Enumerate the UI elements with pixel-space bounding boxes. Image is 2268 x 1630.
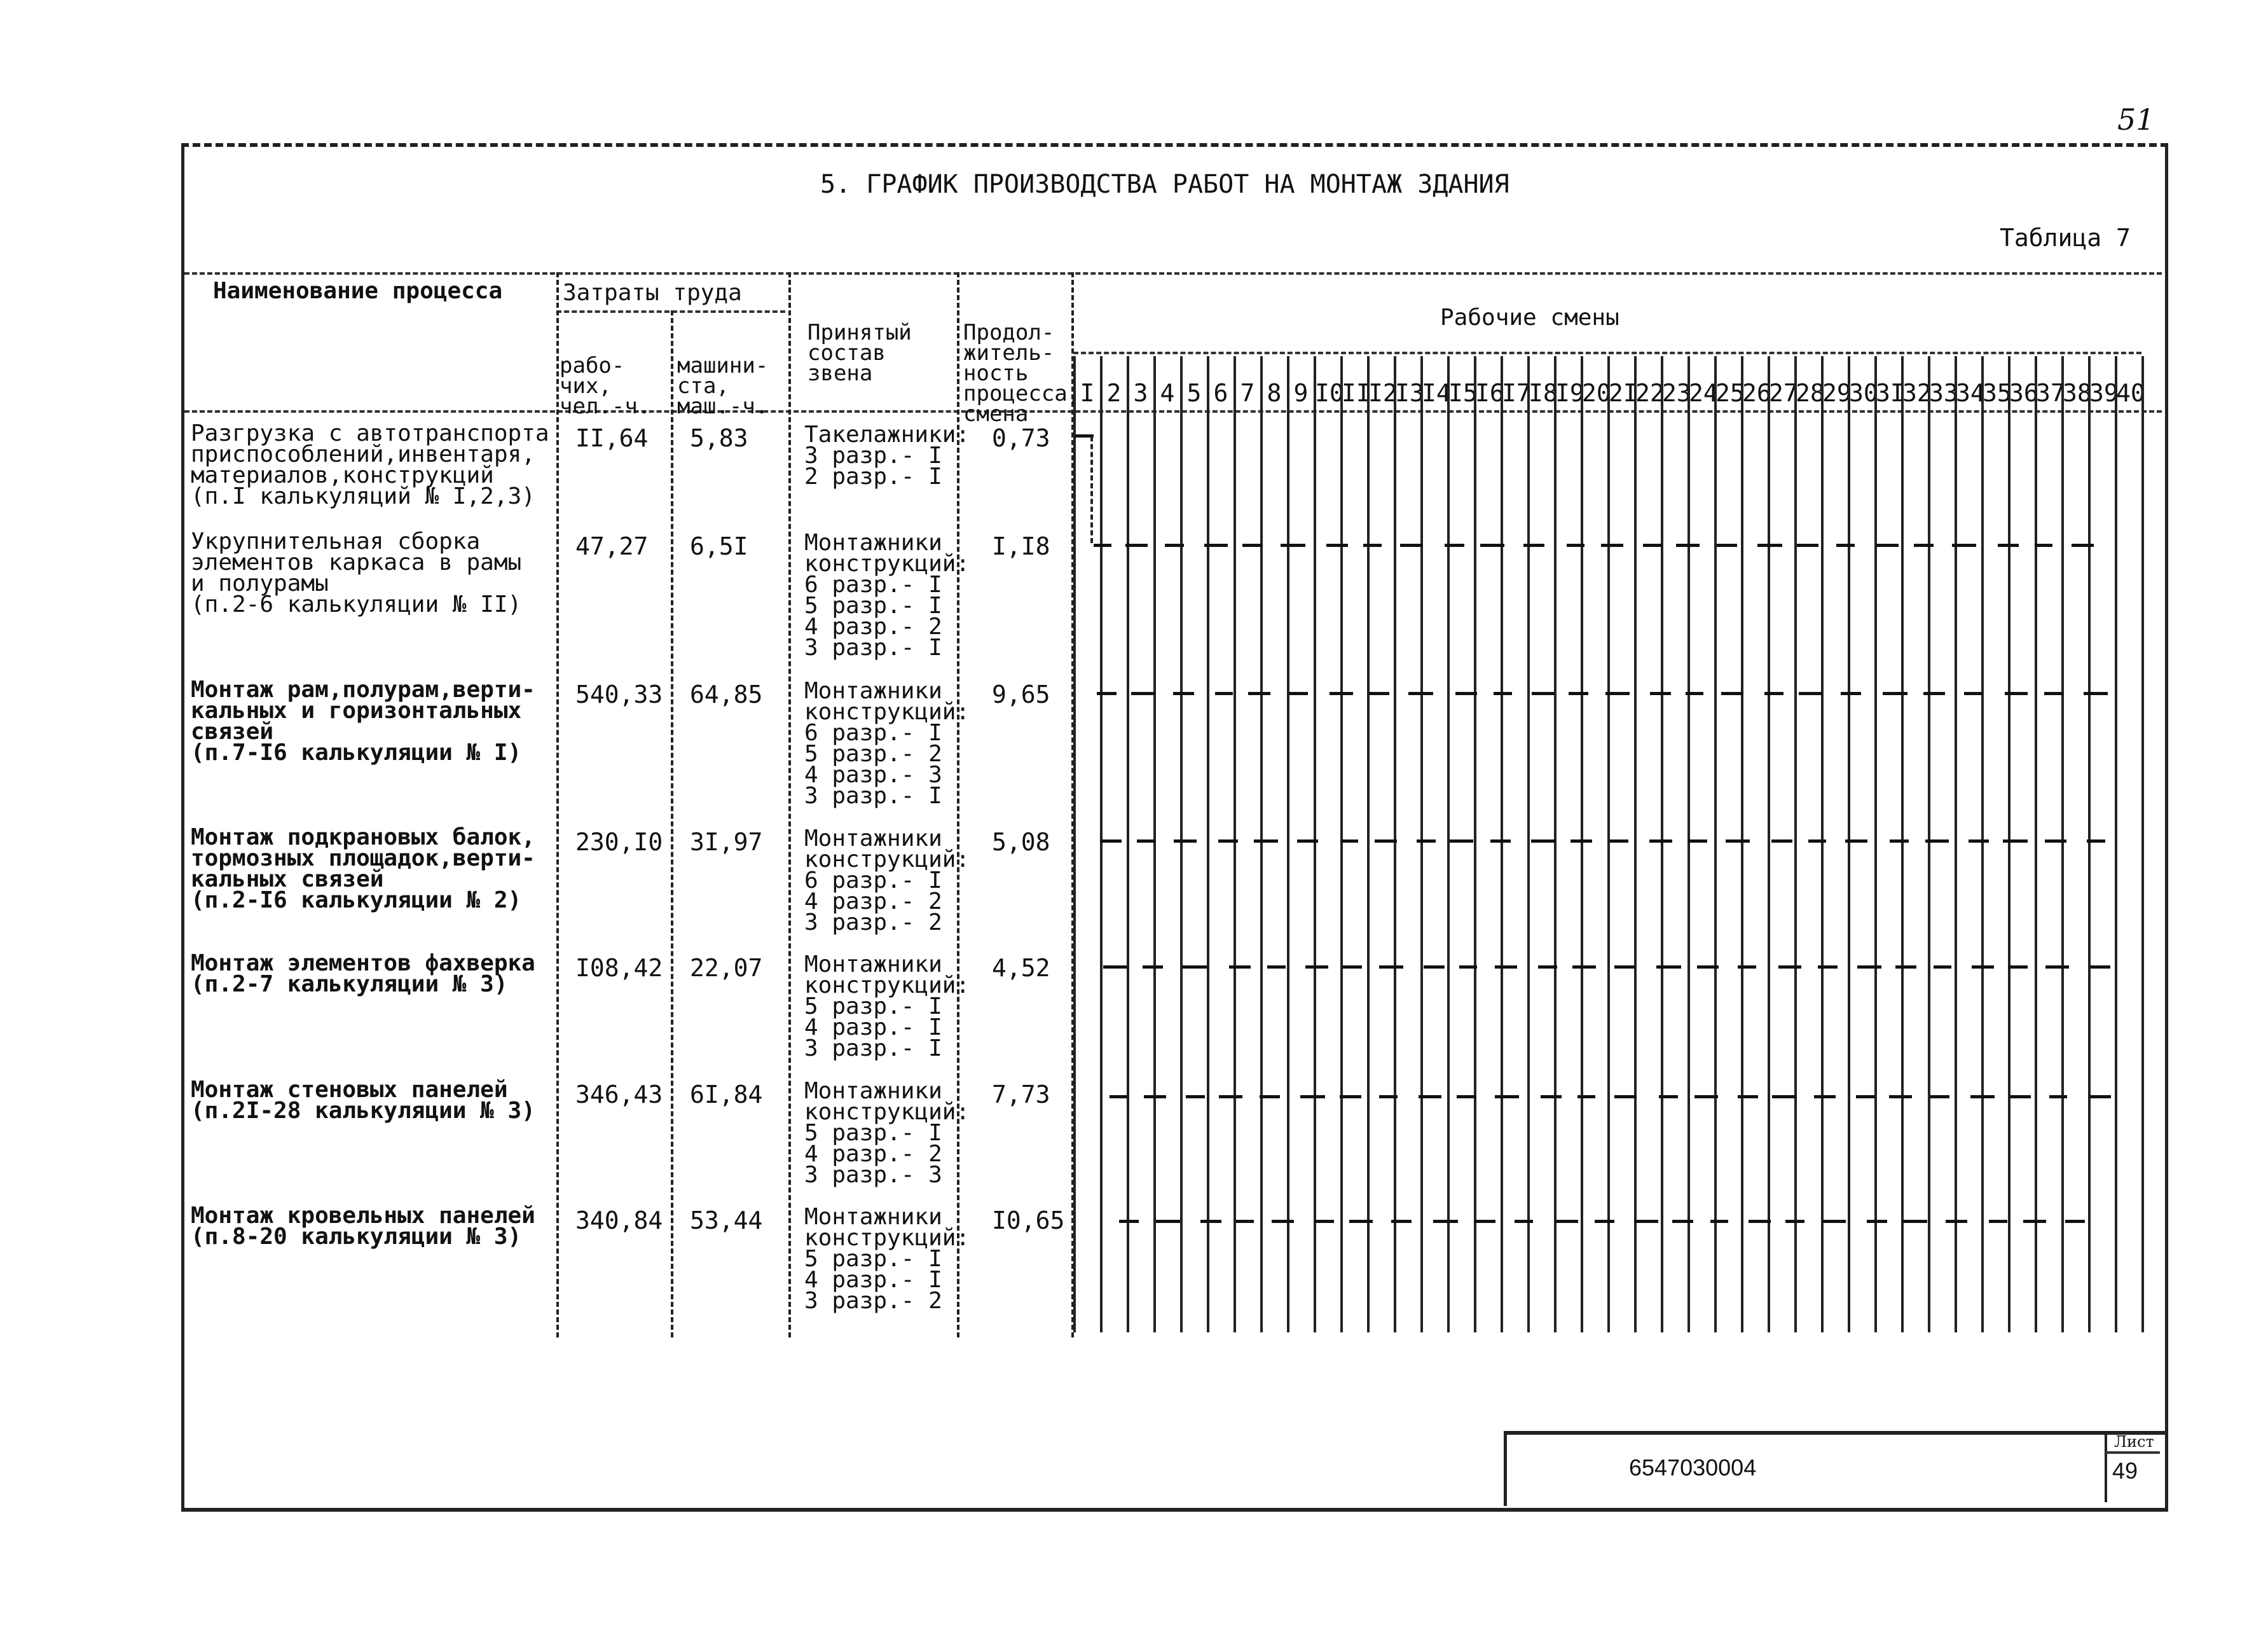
- day-number: 35: [1983, 379, 2012, 407]
- gantt-bar-segment: [1856, 1095, 1874, 1098]
- day-column: [1420, 356, 1451, 1332]
- process-name: Разгрузка с автотранспорта приспособлений,инвентаря, материалов,конструкций (п.I калькуляций № I,2,3): [191, 420, 549, 509]
- gantt-bar-segment: [1459, 965, 1477, 969]
- day-number: II: [1342, 379, 1371, 407]
- header-process-name: Наименование процесса: [213, 278, 503, 304]
- gantt-bar-segment: [1934, 965, 1951, 969]
- process-duration: 5,08: [992, 828, 1050, 856]
- day-column: [2088, 356, 2119, 1332]
- crew-composition: Монтажники конструкций: 5 разр.- I 4 разр.- 2 3 разр.- 3: [804, 1078, 970, 1188]
- day-number: 24: [1689, 379, 1718, 407]
- gantt-bar-segment: [1672, 1220, 1693, 1223]
- gantt-bar-segment: [1771, 839, 1792, 843]
- gantt-bar-segment: [1710, 1220, 1728, 1223]
- day-column: [1928, 356, 1956, 1332]
- gantt-bar-segment: [1694, 1095, 1718, 1098]
- day-column: [1207, 356, 1235, 1332]
- gantt-bar-segment: [1408, 692, 1433, 695]
- gantt-bar-segment: [1964, 692, 1983, 695]
- gantt-bar-segment: [1474, 1220, 1495, 1223]
- gantt-bar-segment: [1567, 544, 1584, 547]
- day-column: [1340, 356, 1371, 1332]
- col-sep-1: [556, 272, 559, 1337]
- gantt-bar-segment: [1450, 839, 1473, 843]
- gantt-bar-segment: [1236, 1220, 1254, 1223]
- gantt-bar-segment: [1605, 692, 1630, 695]
- day-number: 28: [1796, 379, 1825, 407]
- gantt-bar-segment: [1697, 965, 1719, 969]
- gantt-bar-segment: [1391, 1220, 1412, 1223]
- header-workers: рабо- чих, чел.-ч.: [560, 353, 651, 419]
- gantt-bar-segment: [1972, 965, 1994, 969]
- gantt-bar-segment: [1330, 692, 1353, 695]
- operators-hours: 6I,84: [690, 1081, 763, 1109]
- gantt-bar-segment: [1379, 1095, 1398, 1098]
- gantt-bar-segment: [1523, 544, 1544, 547]
- gantt-bar-segment: [1379, 965, 1403, 969]
- gantt-bar-segment: [1103, 965, 1127, 969]
- crew-composition: Монтажники конструкций: 5 разр.- I 4 разр.- I 3 разр.- I: [804, 951, 970, 1061]
- gantt-bar-segment: [1200, 1220, 1221, 1223]
- day-column: [1768, 356, 1796, 1332]
- workers-hours: 540,33: [575, 680, 663, 708]
- gantt-bar-segment: [2065, 1220, 2085, 1223]
- gantt-bar-segment: [1267, 965, 1286, 969]
- process-duration: 0,73: [992, 424, 1050, 452]
- day-number: I8: [1529, 379, 1558, 407]
- gantt-bar-segment: [2035, 544, 2052, 547]
- gantt-bar-segment: [1417, 839, 1436, 843]
- workers-hours: 346,43: [575, 1081, 663, 1109]
- gantt-bar-segment: [1969, 839, 1989, 843]
- gantt-bar-segment: [1726, 839, 1750, 843]
- gantt-bar-segment: [1445, 544, 1464, 547]
- day-column: [2035, 356, 2063, 1332]
- operators-hours: 22,07: [690, 954, 763, 982]
- gantt-bar-segment: [1822, 1220, 1846, 1223]
- gantt-bar-segment: [1125, 544, 1148, 547]
- gantt-bar-segment: [1094, 544, 1111, 547]
- gantt-bar-segment: [1541, 1095, 1562, 1098]
- gantt-bar-segment: [1315, 1220, 1334, 1223]
- day-number: 26: [1742, 379, 1771, 407]
- header-labor-cost: Затраты труда: [563, 280, 742, 306]
- day-column: [1714, 356, 1745, 1332]
- day-column: [1127, 356, 1155, 1332]
- gantt-bar-segment: [1883, 692, 1907, 695]
- process-name: Укрупнительная сборка элементов каркаса в рамы и полурамы (п.2-6 калькуляции № II): [191, 528, 522, 618]
- day-number: 22: [1635, 379, 1665, 407]
- day-column: [1314, 356, 1342, 1332]
- gantt-bar-segment: [1229, 965, 1251, 969]
- gantt-bar-segment: [1841, 692, 1861, 695]
- gantt-bar-segment: [2023, 1220, 2046, 1223]
- gantt-bar-segment: [1772, 1095, 1797, 1098]
- gantt-bar-segment: [1433, 1220, 1458, 1223]
- day-number: 8: [1267, 379, 1282, 407]
- gantt-bar-segment: [1297, 839, 1318, 843]
- gantt-bar-segment: [1572, 965, 1596, 969]
- gantt-bar-segment: [1738, 1095, 1758, 1098]
- process-name: Монтаж кровельных панелей (п.8-20 калькуляции № 3): [191, 1203, 535, 1250]
- gantt-bar-segment: [2072, 544, 2094, 547]
- day-column: [1581, 356, 1609, 1332]
- gantt-bar-segment: [1515, 1220, 1533, 1223]
- sheet-label: Лист: [2114, 1433, 2154, 1451]
- gantt-bar-segment: [1577, 1095, 1595, 1098]
- doc-number: 6547030004: [1629, 1454, 1757, 1481]
- gantt-bar-segment: [2084, 692, 2108, 695]
- stamp-sheet-separator: [2105, 1434, 2107, 1502]
- page-title: 5. ГРАФИК ПРОИЗВОДСТВА РАБОТ НА МОНТАЖ ЗДАНИЯ: [820, 170, 1509, 199]
- gantt-bar-segment: [1424, 965, 1445, 969]
- process-duration: I,I8: [992, 532, 1050, 560]
- gantt-bar-segment: [1495, 965, 1517, 969]
- gantt-bar-segment: [1595, 1220, 1614, 1223]
- gantt-bar-segment: [1369, 692, 1389, 695]
- gantt-bar-segment: [1182, 965, 1207, 969]
- day-column: [1821, 356, 1852, 1332]
- day-column: [1955, 356, 1983, 1332]
- gantt-bar-segment: [2005, 692, 2028, 695]
- gantt-bar-segment: [1342, 965, 1362, 969]
- gantt-bar-segment: [1930, 1095, 1949, 1098]
- day-number: 30: [1849, 379, 1878, 407]
- gantt-bar-segment: [1890, 839, 1909, 843]
- gantt-bar-segment: [1457, 1095, 1476, 1098]
- process-duration: 9,65: [992, 680, 1050, 708]
- gantt-bar-segment: [2010, 1095, 2031, 1098]
- gantt-bar-segment: [1797, 544, 1818, 547]
- day-number: 34: [1956, 379, 1985, 407]
- gantt-bar-segment: [1532, 692, 1555, 695]
- gantt-bar-segment: [1686, 692, 1703, 695]
- operators-hours: 6,5I: [690, 532, 748, 560]
- day-number: 37: [2036, 379, 2065, 407]
- gantt-bar-segment: [1165, 544, 1184, 547]
- day-number: I5: [1448, 379, 1478, 407]
- gantt-bar-segment: [1173, 692, 1194, 695]
- gantt-bar-segment: [1494, 692, 1512, 695]
- gantt-bar-segment: [1687, 839, 1707, 843]
- gantt-bar-segment: [1363, 544, 1382, 547]
- gantt-bar-segment: [1778, 965, 1801, 969]
- gantt-bar-segment: [1254, 839, 1278, 843]
- process-duration: 4,52: [992, 954, 1050, 982]
- day-column: [1100, 356, 1128, 1332]
- crew-composition: Монтажники конструкций: 5 разр.- I 4 разр.- I 3 разр.- 2: [804, 1204, 970, 1314]
- gantt-bar-segment: [1419, 1095, 1441, 1098]
- process-duration: I0,65: [992, 1206, 1065, 1234]
- header-duration: Продол- житель- ность процесса, смена: [963, 320, 1081, 427]
- gantt-bar-segment: [1845, 839, 1867, 843]
- gantt-bar-segment: [1614, 965, 1635, 969]
- gantt-bar-segment: [2044, 692, 2064, 695]
- workers-hours: II,64: [575, 424, 649, 452]
- gantt-bar-segment: [1531, 839, 1556, 843]
- gantt-bar-segment: [1952, 544, 1976, 547]
- gantt-bar-segment: [1326, 544, 1348, 547]
- gantt-bar-segment: [1895, 965, 1916, 969]
- day-column: [2115, 356, 2143, 1332]
- page-mark: 51: [2117, 102, 2155, 137]
- day-number: 9: [1293, 379, 1309, 407]
- day-column: [1554, 356, 1582, 1332]
- gantt-bar-segment: [2009, 965, 2028, 969]
- gantt-bar-segment: [1601, 544, 1623, 547]
- day-column: [1367, 356, 1398, 1332]
- day-column: [1260, 356, 1288, 1332]
- gantt-bar-connector: [1090, 436, 1093, 543]
- gantt-bar-segment: [1119, 1220, 1139, 1223]
- workers-hours: 47,27: [575, 532, 649, 560]
- gantt-bar-segment: [1219, 1095, 1242, 1098]
- crew-composition: Монтажники конструкций: 6 разр.- I 5 разр.- 2 4 разр.- 3 3 разр.- I: [804, 678, 970, 809]
- day-number: 36: [2009, 379, 2038, 407]
- gantt-bar-segment: [1814, 1095, 1836, 1098]
- gantt-bar-segment: [1375, 839, 1397, 843]
- gantt-bar-segment: [1272, 1220, 1294, 1223]
- gantt-bar-segment: [1137, 839, 1155, 843]
- gantt-bar-segment: [2045, 839, 2066, 843]
- gantt-bar-segment: [1305, 965, 1328, 969]
- gantt-bar-segment: [1538, 965, 1557, 969]
- gantt-bar-segment: [1242, 544, 1263, 547]
- gantt-bar-segment: [2049, 1095, 2067, 1098]
- day-column: [1901, 356, 1932, 1332]
- day-number: 4: [1160, 379, 1175, 407]
- gantt-bar-segment: [1656, 965, 1681, 969]
- process-name: Монтаж элементов фахверка (п.2-7 калькуляции № 3): [191, 950, 535, 997]
- day-number: I3: [1395, 379, 1424, 407]
- day-column: [1741, 356, 1769, 1332]
- gantt-bar-segment: [1889, 1095, 1912, 1098]
- day-number: 2: [1106, 379, 1122, 407]
- gantt-bar-segment: [1946, 1220, 1967, 1223]
- gantt-bar-segment: [1495, 1095, 1519, 1098]
- day-number: 6: [1213, 379, 1228, 407]
- gantt-bar-segment: [1650, 692, 1671, 695]
- gantt-bar-segment: [1569, 692, 1588, 695]
- day-number: 3: [1133, 379, 1148, 407]
- gantt-bar-segment: [1818, 965, 1838, 969]
- day-column: [1848, 356, 1876, 1332]
- day-column: [1687, 356, 1718, 1332]
- day-column: [1180, 356, 1208, 1332]
- day-column: [1394, 356, 1422, 1332]
- day-column: [1981, 356, 2012, 1332]
- gantt-bar-segment: [2045, 965, 2069, 969]
- workers-hours: 340,84: [575, 1206, 663, 1234]
- gantt-bar-segment: [1757, 544, 1782, 547]
- day-column-end: [2141, 356, 2169, 1332]
- header-operators: машини- ста, маш.-ч.: [677, 353, 769, 419]
- gantt-bar-segment: [1717, 544, 1737, 547]
- stamp-sheet-line: [2106, 1451, 2160, 1454]
- day-number: 29: [1822, 379, 1852, 407]
- operators-hours: 5,83: [690, 424, 748, 452]
- header-shifts: Рабочие смены: [1440, 305, 1619, 331]
- day-number: 3I: [1876, 379, 1905, 407]
- gantt-bar-segment: [1808, 839, 1826, 843]
- gantt-bar-segment: [1455, 692, 1477, 695]
- day-number: I0: [1315, 379, 1344, 407]
- gantt-bar-segment: [1634, 1220, 1658, 1223]
- day-number: I: [1080, 379, 1095, 407]
- gantt-bar-segment: [1649, 839, 1672, 843]
- day-number: 27: [1769, 379, 1798, 407]
- gantt-bar-segment: [1659, 1095, 1678, 1098]
- gantt-bar-segment: [1174, 839, 1197, 843]
- workers-hours: I08,42: [575, 954, 663, 982]
- day-column: [1501, 356, 1529, 1332]
- gantt-bar-segment: [1570, 839, 1592, 843]
- crew-composition: Монтажники конструкций: 6 разр.- I 5 разр.- I 4 разр.- 2 3 разр.- I: [804, 530, 970, 661]
- day-column: [1234, 356, 1261, 1332]
- gantt-bar-segment: [1156, 1220, 1180, 1223]
- day-column: [1527, 356, 1558, 1332]
- gantt-bar-segment: [1349, 1220, 1373, 1223]
- operators-hours: 53,44: [690, 1206, 763, 1234]
- col-sep-2: [671, 310, 673, 1337]
- day-column: [1634, 356, 1665, 1332]
- shifts-subheader-line: [1073, 352, 2141, 354]
- gantt-bar-segment: [1867, 1220, 1887, 1223]
- day-column: [1153, 356, 1181, 1332]
- day-column: [1073, 356, 1101, 1332]
- gantt-bar-segment: [1143, 965, 1163, 969]
- gantt-bar-segment: [1300, 1095, 1325, 1098]
- day-number: I4: [1422, 379, 1451, 407]
- gantt-bar-segment: [1836, 544, 1855, 547]
- day-number: 25: [1715, 379, 1745, 407]
- gantt-bar-segment: [1749, 1220, 1771, 1223]
- gantt-bar-segment: [1785, 1220, 1804, 1223]
- gantt-bar-segment: [1721, 692, 1743, 695]
- day-number: 33: [1929, 379, 1958, 407]
- day-number: 7: [1240, 379, 1255, 407]
- gantt-bar-segment: [1110, 1095, 1127, 1098]
- day-number: 40: [2116, 379, 2145, 407]
- day-number: 38: [2063, 379, 2092, 407]
- day-number: I9: [1555, 379, 1584, 407]
- col-sep-3: [788, 272, 791, 1337]
- gantt-bar-segment: [1100, 839, 1122, 843]
- process-duration: 7,73: [992, 1081, 1050, 1109]
- gantt-bar-segment: [1340, 839, 1358, 843]
- gantt-bar-segment: [1097, 692, 1117, 695]
- gantt-bar-segment: [2090, 965, 2110, 969]
- gantt-bar-segment: [1400, 544, 1423, 547]
- day-number: 32: [1902, 379, 1932, 407]
- table-label: Таблица 7: [2000, 224, 2131, 252]
- crew-composition: Монтажники конструкций: 6 разр.- I 4 разр.- 2 3 разр.- 2: [804, 825, 970, 936]
- gantt-bar-segment: [1204, 544, 1228, 547]
- gantt-bar-segment: [1281, 544, 1305, 547]
- header-crew: Принятый состав звена: [808, 320, 912, 386]
- gantt-bar-segment: [2003, 839, 2028, 843]
- gantt-bar-segment: [1614, 1095, 1637, 1098]
- day-number: I2: [1368, 379, 1398, 407]
- gantt-bar-segment: [1857, 965, 1881, 969]
- day-number: 20: [1582, 379, 1611, 407]
- gantt-bar-segment: [1186, 1095, 1205, 1098]
- day-number: 39: [2089, 379, 2119, 407]
- day-number: I7: [1502, 379, 1531, 407]
- day-column: [1447, 356, 1478, 1332]
- operators-hours: 64,85: [690, 680, 763, 708]
- gantt-bar-segment: [1260, 1095, 1280, 1098]
- crew-composition: Такелажники: 3 разр.- I 2 разр.- I: [804, 422, 970, 490]
- gantt-bar-segment: [1914, 544, 1934, 547]
- gantt-bar-segment: [1923, 692, 1945, 695]
- gantt-bar-segment: [1876, 544, 1899, 547]
- day-number: I6: [1475, 379, 1504, 407]
- header-top-line: [184, 272, 2162, 275]
- gantt-bar-segment: [1902, 1220, 1927, 1223]
- gantt-bar-segment: [2089, 1095, 2111, 1098]
- gantt-bar-segment: [1144, 1095, 1166, 1098]
- gantt-bar-segment: [1989, 1220, 2007, 1223]
- gantt-bar-segment: [1289, 692, 1308, 695]
- gantt-bar-segment: [1248, 692, 1270, 695]
- gantt-bar-segment: [1555, 1220, 1578, 1223]
- workers-hours: 230,I0: [575, 828, 663, 856]
- sheet-number: 49: [2112, 1458, 2138, 1484]
- day-column: [2008, 356, 2036, 1332]
- gantt-bar-segment: [1215, 692, 1233, 695]
- day-column: [2061, 356, 2092, 1332]
- process-name: Монтаж подкрановых балок, тормозных площадок,верти- кальных связей (п.2-I6 калькуляции № 2): [191, 824, 535, 913]
- gantt-bar-segment: [1340, 1095, 1361, 1098]
- day-column: [1474, 356, 1502, 1332]
- gantt-bar-segment: [1490, 839, 1511, 843]
- day-column: [1874, 356, 1905, 1332]
- gantt-bar-segment: [1131, 692, 1155, 695]
- gantt-bar-segment: [1738, 965, 1756, 969]
- day-number: 23: [1662, 379, 1691, 407]
- day-column: [1607, 356, 1638, 1332]
- gantt-bar-segment: [1998, 544, 2019, 547]
- title-block: [1504, 1431, 2165, 1506]
- gantt-bar-segment: [1676, 544, 1700, 547]
- gantt-bar-segment: [1925, 839, 1949, 843]
- day-number: 5: [1186, 379, 1202, 407]
- day-column: [1287, 356, 1315, 1332]
- operators-hours: 3I,97: [690, 828, 763, 856]
- gantt-bar-segment: [1610, 839, 1628, 843]
- day-column: [1794, 356, 1825, 1332]
- process-name: Монтаж рам,полурам,верти- кальных и горизонтальных связей (п.7-I6 калькуляции № I): [191, 677, 535, 766]
- gantt-bar-segment: [2087, 839, 2105, 843]
- gantt-bar-segment: [1799, 692, 1822, 695]
- gantt-bar-segment: [1643, 544, 1662, 547]
- gantt-bar-segment: [1218, 839, 1238, 843]
- day-number: 2I: [1609, 379, 1638, 407]
- day-column: [1661, 356, 1689, 1332]
- process-name: Монтаж стеновых панелей (п.2I-28 калькуляции № 3): [191, 1077, 535, 1124]
- gantt-bar-segment: [1970, 1095, 1995, 1098]
- gantt-bar-segment: [1764, 692, 1783, 695]
- gantt-bar-segment: [1480, 544, 1504, 547]
